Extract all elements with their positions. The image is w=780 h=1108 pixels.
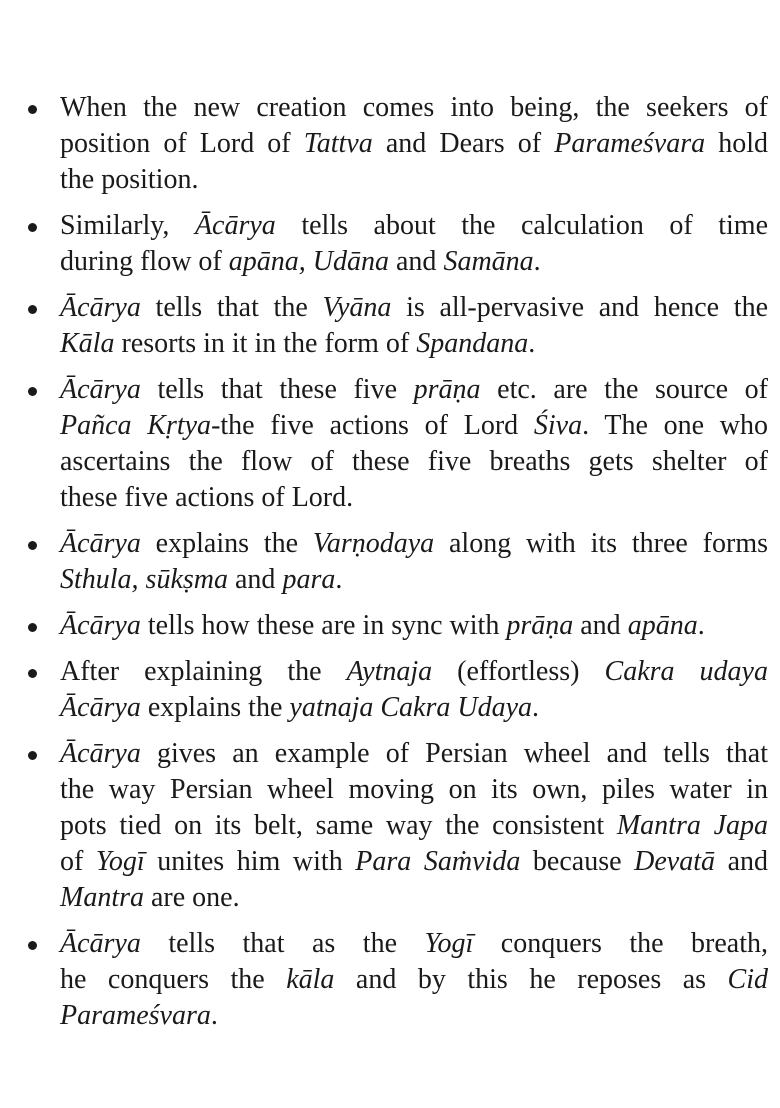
text-segment: tells about the calculation of time [275,210,768,241]
italic-term: Ācārya [60,374,141,405]
italic-term: Ācārya [194,210,276,241]
italic-term: Ācārya [60,610,141,641]
text-line [60,608,768,644]
italic-term: Aytnaja [346,656,433,687]
text-segment: . The one who [582,410,769,441]
bullet-icon [28,387,37,396]
text-line [60,244,768,280]
italic-term: Yogī [95,846,145,877]
bullet-icon [28,305,37,314]
text-line [60,208,768,244]
text-segment: hold [705,128,768,159]
text-line [60,372,768,408]
text-segment: and by this he reposes as [334,964,728,995]
text-segment: explains the [140,528,313,559]
text-line [60,326,768,362]
bullet-list [0,90,780,1044]
text-line [60,480,768,516]
text-segment: because [520,846,635,877]
text-segment: and [389,246,444,277]
italic-term: Ācārya [60,928,141,959]
text-segment: . [335,564,343,595]
italic-term: Yogī [424,928,474,959]
text-segment: . [533,246,541,277]
text-line [60,844,768,880]
text-segment: . [532,692,540,723]
text-segment: tells that these five [140,374,414,405]
text-segment: he conquers the [60,964,287,995]
text-segment: . [528,328,536,359]
italic-term: Ācārya [60,528,141,559]
italic-term: Vyāna [322,292,392,323]
text-segment: tells how these are in sync with [140,610,507,641]
text-line [60,126,768,162]
italic-term: prāṇa [413,374,481,405]
list-item [0,654,768,726]
text-segment: conquers the breath, [473,928,768,959]
italic-term: Ācārya [60,738,141,769]
text-line [60,290,768,326]
text-segment: along with its three forms [434,528,768,559]
text-line [60,808,768,844]
text-line [60,962,768,998]
italic-term: Sthula, sūkṣma [60,564,228,595]
bullet-icon [28,941,37,950]
bullet-icon [28,105,37,114]
italic-term: Parameśvara [554,128,706,159]
list-item [0,526,768,598]
text-line [60,772,768,808]
text-segment: these five actions of Lord. [60,482,354,513]
text-segment: After explaining the [60,656,347,687]
italic-term: para [282,564,336,595]
text-segment: -the five actions of Lord [211,410,534,441]
text-segment: and Dears of [372,128,555,159]
text-line [60,926,768,962]
text-line [60,654,768,690]
text-line [60,526,768,562]
text-line [60,562,768,598]
text-segment: unites him with [144,846,356,877]
text-segment: pots tied on its belt, same way the consistent [60,810,617,841]
text-segment: (effortless) [432,656,605,687]
italic-term: Kāla [60,328,115,359]
text-line [60,690,768,726]
list-item [0,736,768,916]
text-segment: are one. [144,882,240,913]
text-segment: of [60,846,96,877]
text-segment: the position. [60,164,199,195]
list-item [0,290,768,362]
text-line [60,408,768,444]
list-item [0,90,768,198]
text-line [60,162,768,198]
text-segment: resorts in it in the form of [114,328,417,359]
list-item [0,608,768,644]
italic-term: Para Saṁvida [355,846,521,877]
text-segment: When the new creation comes into being, the seekers of [60,92,768,123]
italic-term: Samāna [443,246,534,277]
italic-term: Cid [727,964,769,995]
text-segment: and [228,564,283,595]
italic-term: kāla [286,964,335,995]
list-item [0,208,768,280]
italic-term: Ācārya [60,292,141,323]
text-segment: the way Persian wheel moving on its own, piles water in [60,774,768,805]
text-segment: Similarly, [60,210,195,241]
text-segment: tells that as the [140,928,425,959]
italic-term: Cakra udaya [604,656,768,687]
list-item [0,926,768,1034]
text-segment: etc. are the source of [480,374,768,405]
italic-term: apāna [627,610,698,641]
text-segment: . [697,610,705,641]
text-segment: position of Lord of [60,128,304,159]
text-segment: and [714,846,769,877]
bullet-icon [28,223,37,232]
italic-term: Pañca Kṛtya [60,410,212,441]
italic-term: Tattva [303,128,373,159]
bullet-icon [28,541,37,550]
italic-term: Parameśvara [60,1000,211,1031]
italic-term: Devatā [634,846,715,877]
text-line [60,998,768,1034]
text-segment: . [210,1000,218,1031]
text-segment: explains the [140,692,290,723]
text-segment: and [573,610,628,641]
italic-term: Ācārya [60,692,141,723]
italic-term: Varṇodaya [312,528,435,559]
italic-term: yatnaja Cakra Udaya [289,692,533,723]
list-item [0,372,768,516]
text-segment: is all-pervasive and hence the [391,292,768,323]
text-line [60,90,768,126]
italic-term: Śiva [533,410,583,441]
text-segment: gives an example of Persian wheel and tells that [140,738,768,769]
italic-term: Mantra Japa [616,810,768,841]
text-segment: ascertains the flow of these five breaths gets shelter of [60,446,768,477]
text-line [60,444,768,480]
bullet-icon [28,623,37,632]
text-line [60,736,768,772]
italic-term: Spandana [416,328,529,359]
bullet-icon [28,669,37,678]
italic-term: prāṇa [506,610,574,641]
italic-term: Mantra [60,882,144,913]
italic-term: apāna, Udāna [228,246,389,277]
text-segment: during flow of [60,246,229,277]
text-line [60,880,768,916]
text-segment: tells that the [140,292,323,323]
bullet-icon [28,751,37,760]
